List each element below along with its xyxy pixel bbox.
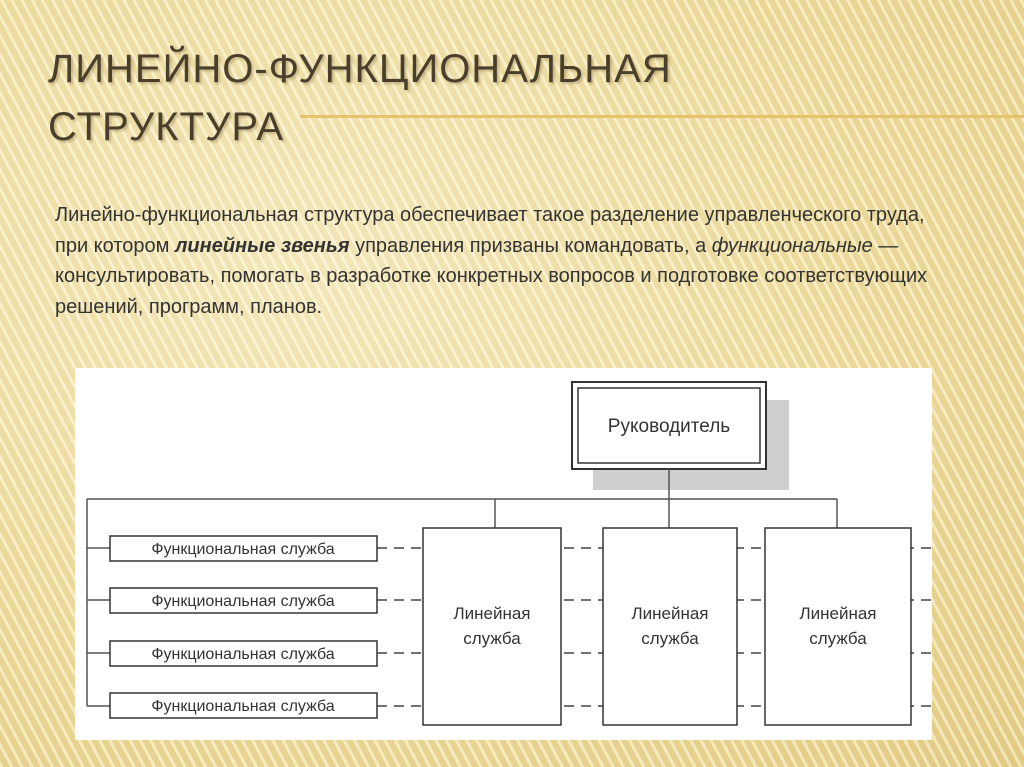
intro-text-1: Линейно-функциональная структура обеспечивает такое разделение управленческого труда, при котором	[55, 204, 925, 257]
functional-service-label: Функциональная служба	[151, 593, 335, 610]
line-service-label-2: служба	[641, 629, 699, 648]
functional-service	[110, 588, 377, 613]
functional-service	[110, 641, 377, 666]
intro-text-2: управления призваны командовать, а	[349, 234, 712, 257]
intro-functional: функциональные	[711, 234, 873, 257]
line-service	[423, 528, 561, 725]
slide-title	[48, 40, 748, 156]
functional-service-label: Функциональная служба	[151, 646, 335, 663]
intro-linear-units: линейные звенья	[174, 234, 350, 257]
line-service-label-2: служба	[463, 629, 521, 648]
line-service-label-1: Линейная	[631, 604, 709, 623]
intro-paragraph	[55, 200, 955, 322]
line-service-label-1: Линейная	[799, 604, 877, 623]
line-service-label-1: Линейная	[453, 604, 531, 623]
org-diagram-svg	[75, 368, 932, 740]
title-underline	[300, 115, 1024, 118]
org-structure-diagram	[75, 368, 932, 740]
functional-service-label: Функциональная служба	[151, 698, 335, 715]
line-service-label-2: служба	[809, 629, 867, 648]
functional-service	[110, 693, 377, 718]
line-service	[765, 528, 911, 725]
intro-text-3: — консультировать, помогать в разработке конкретных вопросов и подготовке соответствующих решений, программ, планов.	[55, 234, 928, 318]
line-service	[603, 528, 737, 725]
title-line-1: ЛИНЕЙНО-ФУНКЦИОНАЛЬНАЯ	[48, 47, 672, 91]
functional-service	[110, 536, 377, 561]
functional-service-label: Функциональная служба	[151, 541, 335, 558]
title-line-2: СТРУКТУРА	[48, 105, 285, 149]
head-label: Руководитель	[607, 416, 731, 437]
